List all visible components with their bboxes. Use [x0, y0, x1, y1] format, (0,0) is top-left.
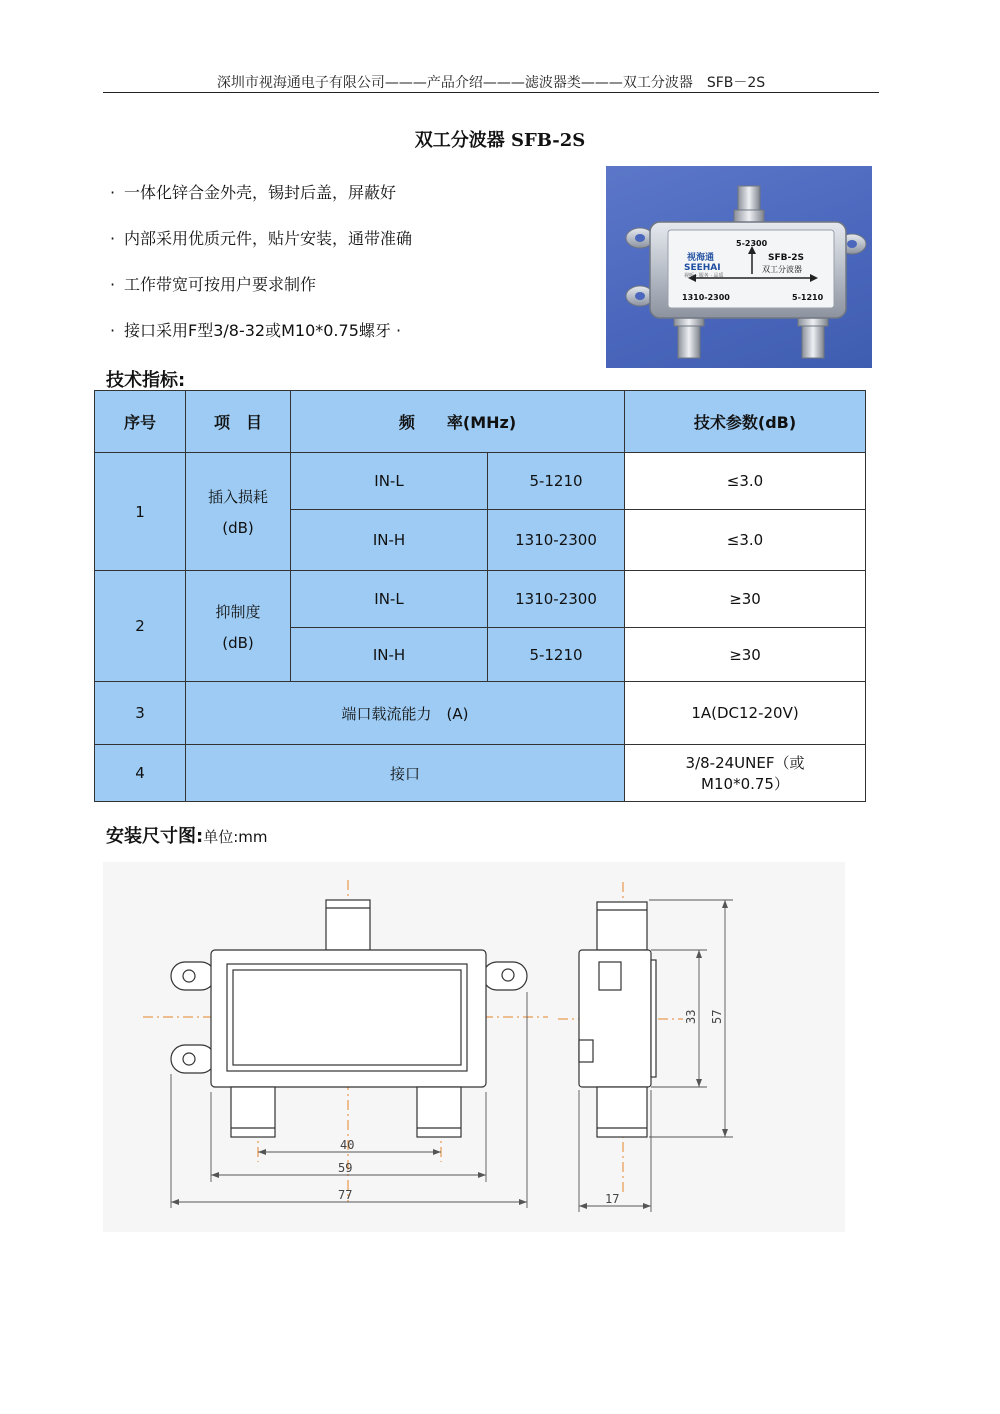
dimensions-units: 单位:mm [203, 828, 268, 846]
row-freq: 1310-2300 [488, 571, 625, 628]
page-title: 双工分波器 SFB-2S [414, 130, 586, 151]
feature-item: · 工作带宽可按用户要求制作 [110, 275, 317, 294]
table-row [95, 745, 866, 802]
product-photo [606, 166, 872, 368]
dim-label-57: 57 [710, 1009, 724, 1024]
row-index: 1 [95, 453, 186, 571]
table-row [95, 682, 866, 745]
feature-text: 内部采用优质元件，贴片安装，通带准确 [124, 229, 413, 248]
photo-brand-en: SEEHAI [684, 263, 721, 273]
feature-item: · 一体化锌合金外壳，锡封后盖，屏蔽好 [110, 183, 397, 202]
row-item-label: 插入损耗 [207, 488, 268, 506]
dim-label-40: 40 [340, 1138, 355, 1152]
table-row [95, 571, 866, 628]
dim-label-33: 33 [684, 1009, 698, 1024]
feature-item: · 内部采用优质元件，贴片安装，通带准确 [110, 229, 413, 248]
row-index: 2 [95, 571, 186, 682]
feature-list [110, 180, 580, 364]
dimensions-section-title [106, 822, 267, 848]
row-freq: 1310-2300 [488, 510, 625, 571]
row-value: ≥30 [625, 571, 866, 628]
row-path: IN-H [291, 510, 488, 571]
row-value: ≤3.0 [625, 510, 866, 571]
row-value: 1A(DC12-20V) [625, 682, 866, 745]
row-path: IN-L [291, 453, 488, 510]
row-value-line1: 3/8-24UNEF（或 [685, 754, 805, 772]
product-photo-illustration [606, 166, 872, 368]
row-item [186, 453, 291, 571]
dim-label-59: 59 [338, 1161, 353, 1175]
photo-name-cn: 双工分波器 [762, 265, 802, 274]
row-item: 接口 [186, 745, 625, 802]
row-index: 4 [95, 745, 186, 802]
dimensions-title: 安装尺寸图: [106, 826, 204, 847]
header-frequency: 频 率(MHz) [291, 391, 625, 453]
row-value: ≤3.0 [625, 453, 866, 510]
feature-text: 一体化锌合金外壳，锡封后盖，屏蔽好 [124, 183, 397, 202]
photo-brand-sub: 视听 · 服务 · 品质 [684, 273, 724, 279]
row-item-unit: (dB) [222, 519, 254, 537]
dimension-drawing-svg [103, 862, 845, 1232]
row-index: 3 [95, 682, 186, 745]
row-freq: 5-1210 [488, 628, 625, 682]
page-header-breadcrumb: 深圳市视海通电子有限公司———产品介绍———滤波器类———双工分波器 SFB－2S [216, 75, 766, 91]
photo-port-right: 5-1210 [792, 293, 824, 302]
dim-label-77: 77 [338, 1188, 353, 1202]
row-value-line2: M10*0.75） [701, 775, 789, 793]
dimension-drawing [103, 862, 845, 1232]
row-value [625, 745, 866, 802]
feature-text: 工作带宽可按用户要求制作 [124, 275, 317, 294]
photo-port-left: 1310-2300 [682, 293, 730, 302]
table-row [95, 453, 866, 510]
feature-item: · 接口采用F型3/8-32或M10*0.75螺牙 · [110, 321, 402, 340]
header-item: 项 目 [186, 391, 291, 453]
dim-label-17: 17 [605, 1192, 620, 1206]
photo-model: SFB-2S [768, 253, 804, 263]
photo-port-top: 5-2300 [736, 239, 768, 248]
row-item: 端口载流能力 (A) [186, 682, 625, 745]
header-rule [103, 92, 879, 93]
row-value: ≥30 [625, 628, 866, 682]
spec-section-title: 技术指标: [106, 370, 186, 391]
row-path: IN-H [291, 628, 488, 682]
row-item-label: 抑制度 [215, 602, 261, 621]
table-header-row [95, 391, 866, 453]
header-param: 技术参数(dB) [625, 391, 866, 453]
photo-brand-cn: 视海通 [687, 253, 715, 263]
row-item-unit: (dB) [222, 633, 254, 652]
spec-table [94, 390, 866, 802]
row-item [186, 571, 291, 682]
row-path: IN-L [291, 571, 488, 628]
row-freq: 5-1210 [488, 453, 625, 510]
feature-text: 接口采用F型3/8-32或M10*0.75螺牙 · [124, 321, 402, 340]
header-index: 序号 [95, 391, 186, 453]
